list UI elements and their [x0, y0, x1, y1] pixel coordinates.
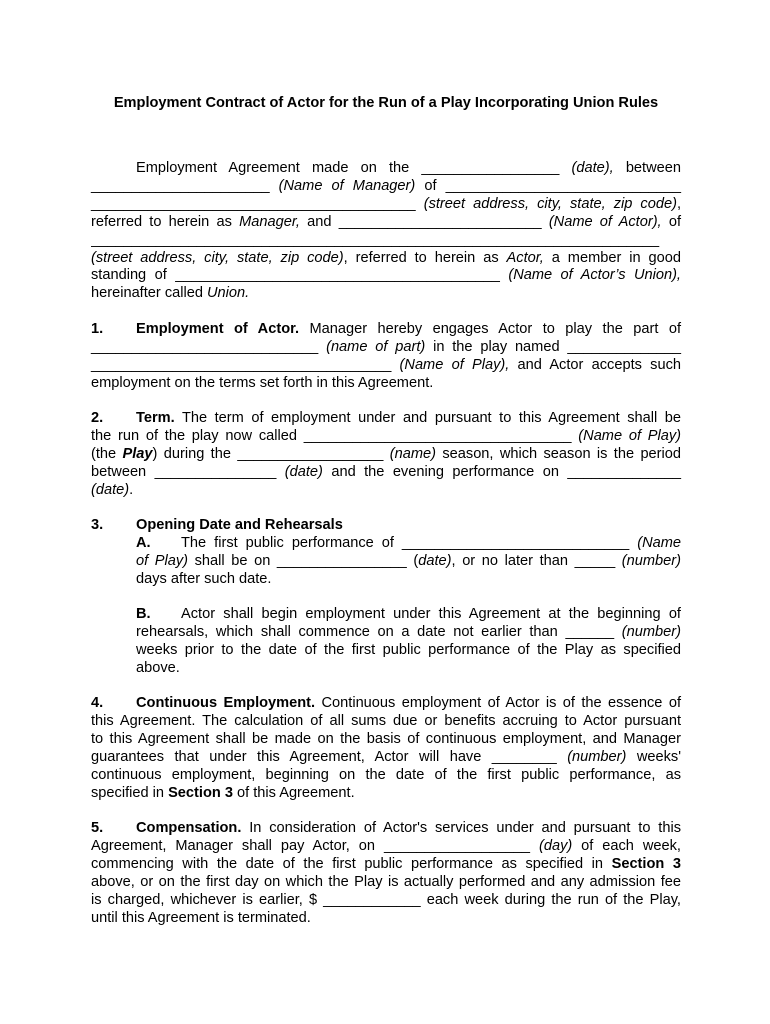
section-heading: Continuous Employment. [136, 695, 316, 711]
text: rehearsals, which shall commence on a date not earlier than ______ [136, 623, 622, 640]
text: The term of employment under and pursuant to this Agreement shall be [174, 410, 681, 426]
text: shall be on ________________ ( [188, 552, 419, 569]
section-line [136, 624, 681, 642]
section-3a [136, 535, 681, 589]
field-hint: (street address, city, state, zip code) [91, 249, 344, 266]
text: Employment Agreement made on the _________________ [136, 160, 572, 176]
field-hint: (Name of Manager) [278, 177, 416, 194]
intro-line: ______________________________________________________________________ [91, 231, 660, 248]
text: (the [91, 445, 123, 462]
text: specified in [91, 784, 169, 801]
text: ____________________________ [91, 338, 327, 355]
text: Continuous employment of Actor is of the essence of [315, 695, 681, 711]
text: . [129, 481, 134, 498]
section-line [91, 820, 681, 838]
text: Manager hereby engages Actor to play the part of [299, 321, 681, 337]
section-1 [91, 321, 681, 393]
text: of [661, 213, 681, 230]
field-hint: Union. [207, 285, 250, 302]
intro-line [91, 214, 681, 232]
section-line: weeks prior to the date of the first public performance of the Play as specified [136, 641, 681, 658]
text: , or no later than _____ [451, 552, 622, 569]
section-line [91, 357, 681, 375]
text: Agreement, Manager shall pay Actor, on __________________ [91, 837, 539, 854]
section-line [91, 464, 681, 482]
field-hint: Actor, [506, 249, 544, 266]
section-5 [91, 820, 681, 927]
text: between _______________ [91, 463, 285, 480]
field-hint: (date) [91, 481, 130, 498]
subsection-label: A. [136, 535, 151, 551]
text: between [613, 160, 681, 176]
field-hint: Play [122, 445, 153, 462]
section-line [91, 446, 681, 464]
section-2 [91, 410, 681, 500]
section-heading: Opening Date and Rehearsals [136, 517, 343, 533]
field-hint: (date) [284, 463, 323, 480]
section-line [91, 749, 681, 767]
section-line: this Agreement. The calculation of all sums due or benefits accruing to Actor pursuant [91, 712, 681, 729]
section-line: until this Agreement is terminated. [91, 909, 311, 926]
text: _____________________________________ [91, 356, 400, 373]
section-line [91, 785, 681, 803]
section-3 [91, 517, 681, 535]
text: , referred to herein as [343, 249, 507, 266]
field-hint: (Name of Play) [578, 427, 681, 444]
section-number: 4. [91, 695, 104, 711]
subsection-label: B. [136, 606, 151, 622]
field-hint: (Name of Actor), [548, 213, 662, 230]
text: The first public performance of ____________________________ [181, 535, 638, 551]
text: In consideration of Actor's services under and pursuant to this [241, 820, 681, 836]
section-line [136, 553, 681, 571]
field-hint: (day) [538, 837, 573, 854]
field-hint: Manager, [239, 213, 300, 230]
section-number: 3. [91, 517, 104, 533]
section-number: 1. [91, 321, 104, 337]
section-line [91, 321, 681, 339]
section-reference: Section 3 [168, 784, 233, 801]
field-hint: (street address, city, state, zip code) [423, 195, 677, 212]
section-line: continuous employment, beginning on the date of the first public performance, as [91, 766, 681, 783]
text: ________________________________________ [91, 195, 424, 212]
text: commencing with the date of the first public performance as specified in [91, 855, 612, 872]
document-title: Employment Contract of Actor for the Run of a Play Incorporating Union Rules [113, 95, 659, 111]
text: referred to herein as [91, 213, 240, 230]
text: and the evening performance on ______________ [322, 463, 682, 480]
text: guarantees that under this Agreement, Actor will have ________ [91, 748, 568, 765]
section-line [91, 517, 681, 535]
intro-line [91, 285, 681, 303]
text: standing of ________________________________________ [91, 267, 509, 284]
text: of each week, [572, 837, 681, 854]
text: and Actor accepts such [509, 356, 681, 373]
section-line [91, 838, 681, 856]
section-heading: Employment of Actor. [136, 321, 300, 337]
section-number: 2. [91, 410, 104, 426]
field-hint: (Name of Actor’s Union), [508, 267, 681, 284]
section-line [91, 482, 681, 500]
section-line [91, 428, 681, 446]
text: of _____________________________ [415, 177, 681, 194]
section-line: is charged, whichever is earlier, $ ____________ each week during the run of the Play, [91, 891, 681, 908]
intro-line [91, 250, 681, 268]
section-line [91, 339, 681, 357]
text: ______________________ [91, 177, 279, 194]
field-hint: (number) [621, 623, 681, 640]
intro-line [91, 178, 681, 196]
text: ) during the __________________ [152, 445, 390, 462]
section-line [91, 410, 681, 428]
field-hint: date) [418, 552, 452, 569]
field-hint: (name of part) [326, 338, 426, 355]
intro-paragraph [91, 160, 681, 303]
text: , [676, 195, 681, 212]
field-hint: (number) [621, 552, 681, 569]
section-number: 5. [91, 820, 104, 836]
text: hereinafter called [91, 285, 208, 302]
intro-line [91, 196, 681, 214]
section-line [91, 695, 681, 713]
text: Actor shall begin employment under this Agreement at the beginning of [181, 606, 681, 622]
text: season, which season is the period [436, 445, 682, 462]
section-line: employment on the terms set forth in this Agreement. [91, 374, 434, 391]
section-heading: Compensation. [136, 820, 242, 836]
field-hint: (date), [571, 160, 614, 176]
section-4 [91, 695, 681, 802]
field-hint: (Name [637, 535, 681, 551]
section-line [136, 606, 681, 624]
text: of this Agreement. [232, 784, 355, 801]
section-line [91, 856, 681, 874]
section-heading: Term. [136, 410, 175, 426]
section-line [136, 535, 681, 553]
field-hint: (Name of Play), [399, 356, 510, 373]
text: weeks' [626, 748, 681, 765]
text: the run of the play now called _________________________________ [91, 427, 579, 444]
section-3b [136, 606, 681, 678]
field-hint: (name) [389, 445, 437, 462]
field-hint: (number) [567, 748, 627, 765]
text: a member in good [543, 249, 681, 266]
section-line: above, or on the first day on which the Play is actually performed and any admission fee [91, 873, 681, 890]
section-reference: Section 3 [611, 855, 681, 872]
section-line: to this Agreement shall be made on the basis of continuous employment, and Manager [91, 730, 681, 747]
section-line: days after such date. [136, 570, 272, 587]
text: in the play named ______________ [425, 338, 682, 355]
section-line: above. [136, 659, 180, 676]
intro-line [91, 160, 681, 178]
field-hint: of Play) [136, 552, 189, 569]
intro-line [91, 267, 681, 285]
text: and _________________________ [299, 213, 549, 230]
